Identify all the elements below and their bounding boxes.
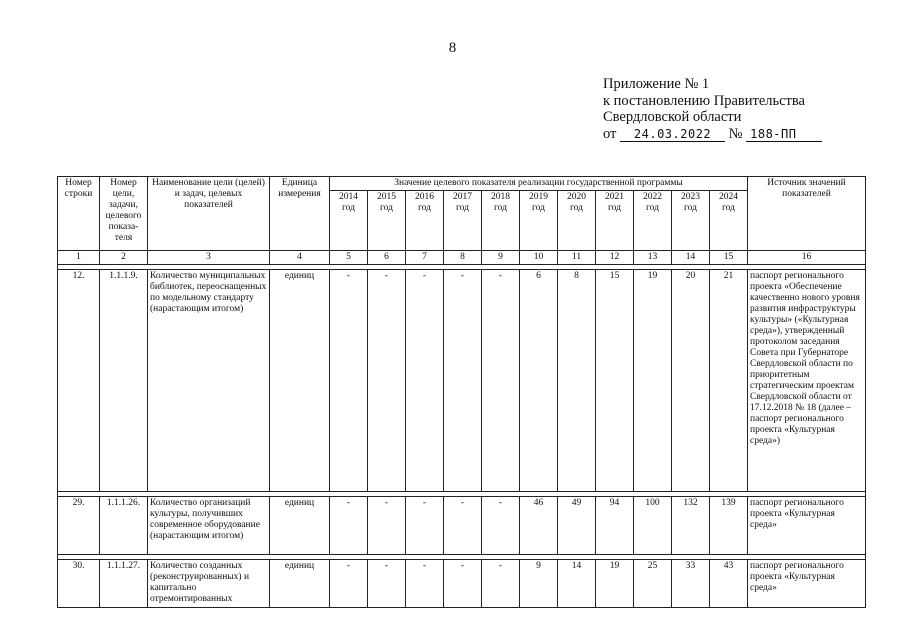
year-value: 15 xyxy=(596,270,634,492)
column-number: 10 xyxy=(520,251,558,265)
goal-number: 1.1.1.9. xyxy=(100,270,148,492)
source: паспорт регионального проекта «Культурная среда» xyxy=(748,497,866,555)
year-value: 139 xyxy=(710,497,748,555)
year-value: - xyxy=(368,497,406,555)
unit: единиц xyxy=(270,560,330,608)
column-numbers-row xyxy=(58,251,866,265)
year-value: - xyxy=(330,497,368,555)
header-values-group: Значение целевого показателя реализации государственной программы xyxy=(330,177,748,191)
number-label: № xyxy=(728,125,743,142)
year-value: - xyxy=(482,497,520,555)
indicator-name: Количество созданных (реконструированных) и капитально отремонтированных xyxy=(148,560,270,608)
header-year: 2014 год xyxy=(330,191,368,251)
column-number: 6 xyxy=(368,251,406,265)
column-number: 1 xyxy=(58,251,100,265)
year-value: 46 xyxy=(520,497,558,555)
year-value: 43 xyxy=(710,560,748,608)
source: паспорт регионального проекта «Обеспечение качественно нового уровня развития инфраструктуры культуры» («Культурная среда»), утвержденный протоколом заседания Совета при Губернаторе Свердловской области по приоритетным стратегическим проектам Свердловской области от 17.12.2018 № 18 (далее – паспорт регионального проекта «Культурная среда») xyxy=(748,270,866,492)
year-value: - xyxy=(406,270,444,492)
column-number: 16 xyxy=(748,251,866,265)
column-number: 15 xyxy=(710,251,748,265)
year-value: - xyxy=(330,560,368,608)
header-year: 2016 год xyxy=(406,191,444,251)
from-label: от xyxy=(603,125,617,142)
year-value: 21 xyxy=(710,270,748,492)
column-number: 3 xyxy=(148,251,270,265)
goal-number: 1.1.1.26. xyxy=(100,497,148,555)
year-value: 100 xyxy=(634,497,672,555)
year-value: - xyxy=(444,560,482,608)
appendix-resolution-line: к постановлению Правительства xyxy=(603,92,805,109)
table-row xyxy=(58,270,866,492)
year-value: 25 xyxy=(634,560,672,608)
header-year: 2021 год xyxy=(596,191,634,251)
column-number: 7 xyxy=(406,251,444,265)
year-value: - xyxy=(482,270,520,492)
column-number: 13 xyxy=(634,251,672,265)
year-value: 94 xyxy=(596,497,634,555)
row-number: 30. xyxy=(58,560,100,608)
column-number: 8 xyxy=(444,251,482,265)
year-value: - xyxy=(482,560,520,608)
table-row xyxy=(58,497,866,555)
header-row-number: Номер строки xyxy=(58,177,100,251)
year-value: 6 xyxy=(520,270,558,492)
column-number: 11 xyxy=(558,251,596,265)
header-goal-name: Наименование цели (целей) и задач, целевых показателей xyxy=(148,177,270,251)
column-number: 5 xyxy=(330,251,368,265)
year-value: - xyxy=(368,270,406,492)
indicator-name: Количество организаций культуры, получивших современное оборудование (нарастающим итогом) xyxy=(148,497,270,555)
year-value: 9 xyxy=(520,560,558,608)
year-value: 19 xyxy=(596,560,634,608)
column-number: 12 xyxy=(596,251,634,265)
appendix-date-line xyxy=(603,126,822,143)
header-year: 2020 год xyxy=(558,191,596,251)
year-value: - xyxy=(444,270,482,492)
row-number: 12. xyxy=(58,270,100,492)
appendix-region-line: Свердловской области xyxy=(603,109,742,125)
year-value: 8 xyxy=(558,270,596,492)
page-number: 8 xyxy=(448,40,457,56)
year-value: 20 xyxy=(672,270,710,492)
appendix-title: Приложение № 1 xyxy=(603,76,710,92)
column-number: 14 xyxy=(672,251,710,265)
table-row xyxy=(58,560,866,608)
year-value: - xyxy=(330,270,368,492)
year-value: 19 xyxy=(634,270,672,492)
column-number: 4 xyxy=(270,251,330,265)
year-value: 14 xyxy=(558,560,596,608)
header-goal-number: Номер цели, задачи, целевого показа-теля xyxy=(100,177,148,251)
unit: единиц xyxy=(270,497,330,555)
resolution-date: 24.03.2022 xyxy=(620,128,725,142)
header-year: 2022 год xyxy=(634,191,672,251)
header-year: 2018 год xyxy=(482,191,520,251)
row-number: 29. xyxy=(58,497,100,555)
year-value: - xyxy=(406,497,444,555)
goal-number: 1.1.1.27. xyxy=(100,560,148,608)
year-value: - xyxy=(406,560,444,608)
unit: единиц xyxy=(270,270,330,492)
year-value: - xyxy=(368,560,406,608)
year-value: - xyxy=(444,497,482,555)
target-indicators-table xyxy=(57,176,866,608)
appendix-header xyxy=(603,76,822,142)
header-year: 2019 год xyxy=(520,191,558,251)
resolution-number: 188-ПП xyxy=(746,128,822,142)
header-unit: Единица измерения xyxy=(270,177,330,251)
header-year: 2017 год xyxy=(444,191,482,251)
year-value: 33 xyxy=(672,560,710,608)
header-year: 2024 год xyxy=(710,191,748,251)
indicator-name: Количество муниципальных библиотек, переоснащенных по модельному стандарту (нарастающим итогом) xyxy=(148,270,270,492)
column-number: 2 xyxy=(100,251,148,265)
source: паспорт регионального проекта «Культурная среда» xyxy=(748,560,866,608)
header-year: 2023 год xyxy=(672,191,710,251)
year-value: 132 xyxy=(672,497,710,555)
header-year: 2015 год xyxy=(368,191,406,251)
year-value: 49 xyxy=(558,497,596,555)
column-number: 9 xyxy=(482,251,520,265)
header-source: Источник значений показателей xyxy=(748,177,866,251)
